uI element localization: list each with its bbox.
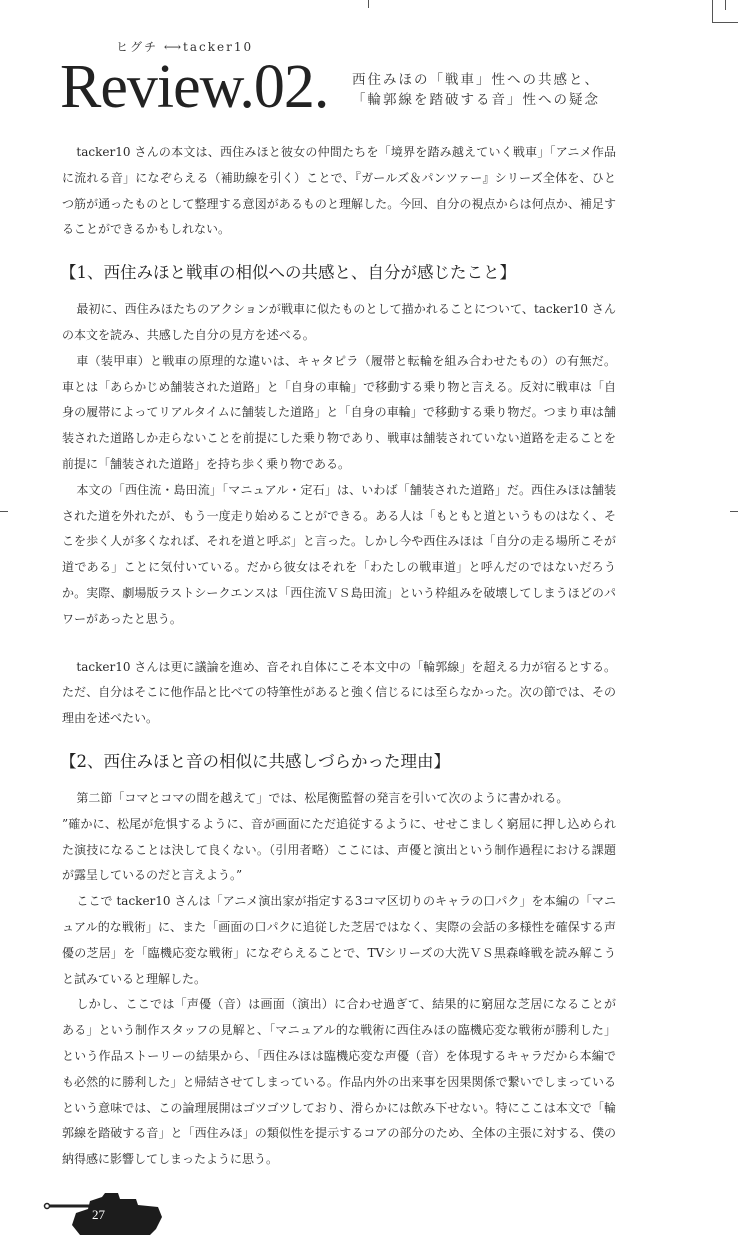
- title-ruby: ヒグチ ⟷tacker10: [116, 40, 254, 54]
- subtitle-line: 西住みほの「戦車」性への共感と、: [352, 72, 600, 88]
- section1-closing: [62, 655, 616, 732]
- paragraph: 第二節「コマとコマの間を越えて」では、松尾衡監督の発言を引いて次のように書かれる。: [76, 790, 569, 805]
- section2-body: [62, 786, 616, 1173]
- tank-icon: [40, 1189, 175, 1239]
- paragraph: 本文の「西住流・島田流」「マニュアル・定石」は、いわば「舗装された道路」だ。西住みほは舗装された道を外れたが、もう一度走り始めることができる。ある人は「もともと道というものはなく、そこを歩く人が多くなれば、それを道と呼ぶ」と言った。しかし今や西住みほは「自分の走る場所こそが道である」ことに気付いている。だから彼女はそれを「わたしの戦車道」と呼んだのではないだろうか。実際、劇場版ラストシークエンスは「西住流ＶＳ島田流」という枠組みを破壊してしまうほどのパワーがあったと思う。: [62, 482, 616, 626]
- paragraph: ここで tacker10 さんは「アニメ演出家が指定する3コマ区切りのキャラの口パク」を本編の「マニュアル的な戦術」に、また「画面の口パクに追従した芝居ではなく、実際の会話の多様性を確保する声優の芝居」を「臨機応変な戦術」になぞらえることで、TVシリーズの大洗ＶＳ黒森峰戦を読み解こうと試みていると理解した。: [62, 894, 616, 986]
- intro-paragraph-block: [62, 140, 616, 243]
- subtitle: [352, 70, 600, 110]
- page-title: Review.02.: [60, 53, 329, 121]
- paragraph: tacker10 さんは更に議論を進め、音それ自体にこそ本文中の「輪郭線」を超える力が宿るとする。ただ、自分はそこに他作品と比べての特筆性があると強く信じるには至らなかった。次の節では、その理由を述べたい。: [62, 659, 616, 726]
- paragraph: tacker10 さんの本文は、西住みほと彼女の仲間たちを「境界を踏み越えていく戦車」「アニメ作品に流れる音」になぞらえる（補助線を引く）ことで、『ガールズ＆パンツァー』シリーズ全体を、ひとつ筋が通ったものとして整理する意図があるものと理解した。今回、自分の視点からは何点か、補足することができるかもしれない。: [62, 145, 616, 237]
- crop-mark: [730, 511, 738, 512]
- section1-body: [62, 297, 616, 632]
- page-footer: [0, 1179, 738, 1249]
- page-number: 27: [92, 1206, 105, 1222]
- section-heading: 【1、西住みほと戦車の相似への共感と、自分が感じたこと】: [60, 263, 516, 283]
- paragraph: 最初に、西住みほたちのアクションが戦車に似たものとして描かれることについて、tacker10 さんの本文を読み、共感した自分の見方を述べる。: [62, 302, 616, 342]
- paragraph: しかし、ここでは「声優（音）は画面（演出）に合わせ過ぎて、結果的に窮屈な芝居になることがある」という制作スタッフの見解と、「マニュアル的な戦術に西住みほの臨機応変な戦術が勝利した」という作品ストーリーの結果から、「西住みほは臨機応変な声優（音）を体現するキャラだから本編でも必然的に勝利した」と帰結させてしまっている。作品内外の出来事を因果関係で繋いでしまっているという意味では、この論理展開はゴツゴツしており、滑らかには飲み下せない。特にここは本文で「輪郭線を踏破する音」と「西住みほ」の類似性を提示するコアの部分のため、全体の主張に対する、僕の納得感に影響してしまったように思う。: [62, 997, 616, 1167]
- section-heading: 【2、西住みほと音の相似に共感しづらかった理由】: [60, 751, 450, 771]
- quote-paragraph: ”確かに、松尾が危惧するように、音が画面にただ追従するように、せせこましく窮屈に押し込められた演技になることは決して良くない。（引用者略）ここには、声優と演出という制作過程における課題が露呈しているのだと言えよう。”: [62, 816, 616, 883]
- paragraph: 車（装甲車）と戦車の原理的な違いは、キャタピラ（履帯と転輪を組み合わせたもの）の有無だ。車とは「あらかじめ舗装された道路」と「自身の車輪」で移動する乗り物と言える。反対に戦車は「自身の履帯によってリアルタイムに舗装した道路」と「自身の車輪」で移動する乗り物だ。つまり車は舗装された道路しか走らないことを前提にした乗り物であり、戦車は舗装されていない道路を走ることを前提に「舗装された道路」を持ち歩く乗り物である。: [62, 353, 616, 471]
- subtitle-line: 「輪郭線を踏破する音」性への疑念: [352, 92, 600, 108]
- page-header: [0, 0, 738, 140]
- article-body: [62, 140, 616, 1173]
- crop-mark: [0, 511, 8, 512]
